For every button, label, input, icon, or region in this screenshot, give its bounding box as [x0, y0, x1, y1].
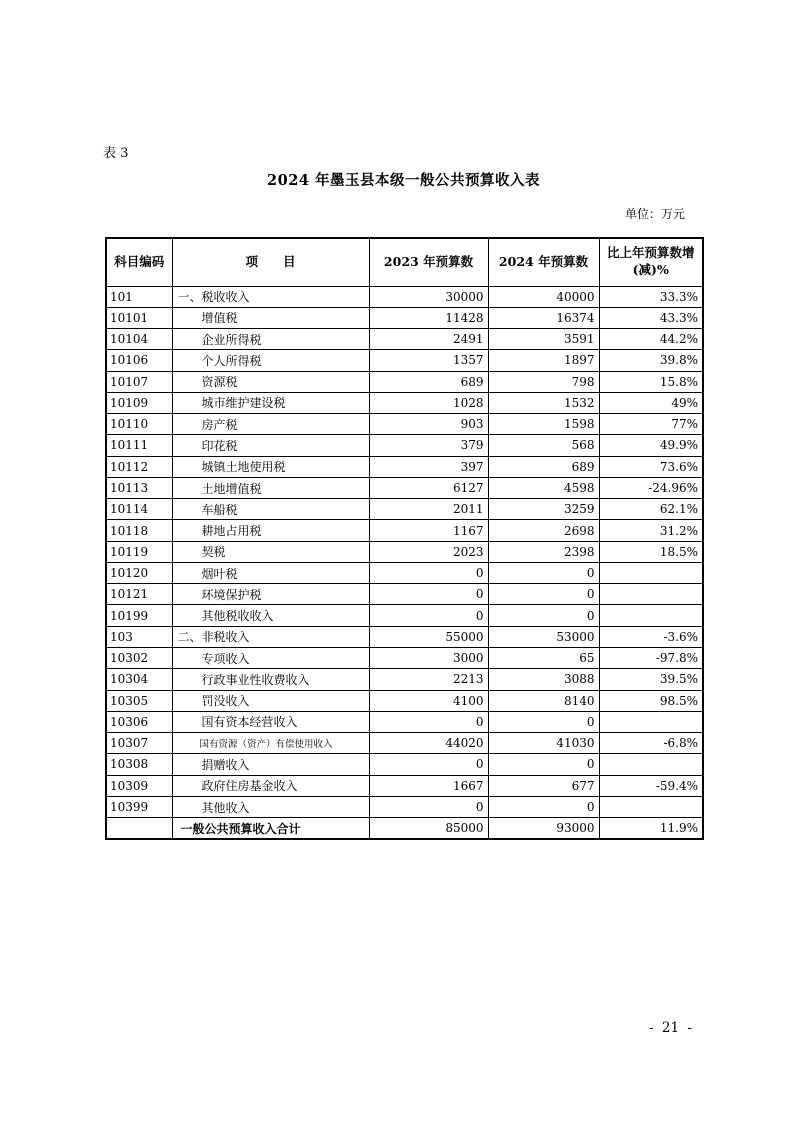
cell-item-name: 政府住房基金收入 — [172, 775, 369, 796]
cell-2023-value: 11428 — [369, 307, 488, 328]
table-row — [106, 775, 703, 796]
cell-pct-change: 49% — [599, 392, 703, 413]
cell-2023-value: 0 — [369, 605, 488, 626]
cell-item-name: 城市维护建设税 — [172, 392, 369, 413]
cell-pct-change: -24.96% — [599, 477, 703, 498]
unit-note: 单位：万元 — [624, 207, 685, 221]
cell-2024-value: 677 — [488, 775, 599, 796]
cell-2023-value: 689 — [369, 371, 488, 392]
cell-item-name: 国有资本经营收入 — [172, 711, 369, 732]
header-item: 项 目 — [172, 238, 369, 286]
cell-2024-value: 53000 — [488, 626, 599, 647]
cell-item-name: 耕地占用税 — [172, 520, 369, 541]
cell-pct-change: -3.6% — [599, 626, 703, 647]
cell-pct-change: 15.8% — [599, 371, 703, 392]
cell-2023-value: 3000 — [369, 648, 488, 669]
table-row — [106, 754, 703, 775]
table-row — [106, 584, 703, 605]
cell-2023-value: 397 — [369, 456, 488, 477]
cell-subject-code: 10112 — [106, 456, 172, 477]
cell-item-name: 罚没收入 — [172, 690, 369, 711]
cell-pct-change: 39.8% — [599, 350, 703, 371]
cell-pct-change: 11.9% — [599, 818, 703, 839]
table-row — [106, 286, 703, 307]
cell-item-name: 契税 — [172, 541, 369, 562]
cell-item-name: 环境保护税 — [172, 584, 369, 605]
cell-subject-code: 101 — [106, 286, 172, 307]
cell-item-name: 国有资源（资产）有偿使用收入 — [172, 733, 369, 754]
cell-2024-value: 0 — [488, 711, 599, 732]
cell-subject-code: 10120 — [106, 562, 172, 583]
cell-2023-value: 55000 — [369, 626, 488, 647]
cell-2023-value: 6127 — [369, 477, 488, 498]
cell-2024-value: 65 — [488, 648, 599, 669]
cell-2024-value: 40000 — [488, 286, 599, 307]
cell-2024-value: 0 — [488, 754, 599, 775]
cell-2023-value: 2011 — [369, 499, 488, 520]
cell-2024-value: 3259 — [488, 499, 599, 520]
cell-subject-code: 10307 — [106, 733, 172, 754]
cell-2023-value: 85000 — [369, 818, 488, 839]
cell-subject-code: 10305 — [106, 690, 172, 711]
cell-2023-value: 0 — [369, 562, 488, 583]
cell-item-name: 一、税收收入 — [172, 286, 369, 307]
cell-item-name: 烟叶税 — [172, 562, 369, 583]
cell-subject-code: 103 — [106, 626, 172, 647]
cell-2024-value: 568 — [488, 435, 599, 456]
cell-item-name: 二、非税收入 — [172, 626, 369, 647]
cell-2023-value: 0 — [369, 711, 488, 732]
cell-pct-change — [599, 796, 703, 817]
cell-subject-code: 10118 — [106, 520, 172, 541]
cell-subject-code: 10114 — [106, 499, 172, 520]
budget-revenue-table — [105, 237, 704, 840]
cell-2024-value: 3088 — [488, 669, 599, 690]
table-row — [106, 796, 703, 817]
cell-pct-change — [599, 754, 703, 775]
cell-pct-change: 49.9% — [599, 435, 703, 456]
cell-2024-value: 1598 — [488, 414, 599, 435]
cell-pct-change: 62.1% — [599, 499, 703, 520]
cell-subject-code: 10302 — [106, 648, 172, 669]
table-row — [106, 371, 703, 392]
cell-subject-code: 10106 — [106, 350, 172, 371]
cell-pct-change — [599, 584, 703, 605]
table-row — [106, 456, 703, 477]
cell-pct-change: -59.4% — [599, 775, 703, 796]
cell-pct-change: 43.3% — [599, 307, 703, 328]
cell-pct-change: 77% — [599, 414, 703, 435]
cell-subject-code: 10107 — [106, 371, 172, 392]
cell-pct-change: 44.2% — [599, 329, 703, 350]
header-pct-change: 比上年预算数增(减)% — [599, 238, 703, 286]
cell-2023-value: 30000 — [369, 286, 488, 307]
cell-item-name: 印花税 — [172, 435, 369, 456]
table-row — [106, 733, 703, 754]
cell-2024-value: 93000 — [488, 818, 599, 839]
cell-2023-value: 903 — [369, 414, 488, 435]
cell-pct-change: 33.3% — [599, 286, 703, 307]
header-2024-budget: 2024 年预算数 — [488, 238, 599, 286]
table-row — [106, 541, 703, 562]
cell-item-name: 其他税收收入 — [172, 605, 369, 626]
table-row — [106, 307, 703, 328]
table-row — [106, 520, 703, 541]
cell-item-name: 城镇土地使用税 — [172, 456, 369, 477]
cell-item-name: 一般公共预算收入合计 — [172, 818, 369, 839]
cell-2023-value: 379 — [369, 435, 488, 456]
table-row — [106, 648, 703, 669]
cell-2023-value: 1167 — [369, 520, 488, 541]
cell-subject-code: 10121 — [106, 584, 172, 605]
cell-subject-code: 10101 — [106, 307, 172, 328]
cell-2024-value: 3591 — [488, 329, 599, 350]
table-row — [106, 605, 703, 626]
table-row — [106, 350, 703, 371]
table-row — [106, 818, 703, 839]
table-row — [106, 499, 703, 520]
cell-subject-code: 10111 — [106, 435, 172, 456]
table-header-row — [106, 238, 703, 286]
table-number-label: 表 3 — [103, 146, 129, 161]
cell-pct-change: -6.8% — [599, 733, 703, 754]
cell-2024-value: 2698 — [488, 520, 599, 541]
table-row — [106, 329, 703, 350]
cell-pct-change: 18.5% — [599, 541, 703, 562]
cell-subject-code: 10309 — [106, 775, 172, 796]
cell-subject-code: 10304 — [106, 669, 172, 690]
cell-2023-value: 1357 — [369, 350, 488, 371]
cell-pct-change: 73.6% — [599, 456, 703, 477]
cell-2023-value: 2023 — [369, 541, 488, 562]
cell-item-name: 土地增值税 — [172, 477, 369, 498]
cell-item-name: 个人所得税 — [172, 350, 369, 371]
table-row — [106, 690, 703, 711]
table-row — [106, 669, 703, 690]
cell-2023-value: 0 — [369, 584, 488, 605]
cell-2023-value: 0 — [369, 754, 488, 775]
cell-subject-code: 10113 — [106, 477, 172, 498]
page-title: 2024 年墨玉县本级一般公共预算收入表 — [267, 172, 540, 189]
table-row — [106, 392, 703, 413]
cell-subject-code: 10110 — [106, 414, 172, 435]
cell-subject-code: 10306 — [106, 711, 172, 732]
page-number: - 21 - — [649, 1020, 692, 1036]
table-row — [106, 477, 703, 498]
cell-2023-value: 2491 — [369, 329, 488, 350]
cell-2024-value: 41030 — [488, 733, 599, 754]
cell-subject-code: 10199 — [106, 605, 172, 626]
cell-item-name: 房产税 — [172, 414, 369, 435]
cell-pct-change: 39.5% — [599, 669, 703, 690]
cell-item-name: 行政事业性收费收入 — [172, 669, 369, 690]
cell-subject-code: 10399 — [106, 796, 172, 817]
cell-pct-change: 31.2% — [599, 520, 703, 541]
cell-item-name: 资源税 — [172, 371, 369, 392]
cell-2023-value: 1028 — [369, 392, 488, 413]
cell-subject-code: 10308 — [106, 754, 172, 775]
table-row — [106, 711, 703, 732]
cell-2024-value: 0 — [488, 584, 599, 605]
cell-item-name: 车船税 — [172, 499, 369, 520]
cell-pct-change: 98.5% — [599, 690, 703, 711]
cell-pct-change — [599, 711, 703, 732]
table-row — [106, 626, 703, 647]
cell-subject-code — [106, 818, 172, 839]
cell-item-name: 专项收入 — [172, 648, 369, 669]
cell-2024-value: 16374 — [488, 307, 599, 328]
cell-pct-change — [599, 562, 703, 583]
cell-2024-value: 0 — [488, 796, 599, 817]
cell-2024-value: 798 — [488, 371, 599, 392]
header-2023-budget: 2023 年预算数 — [369, 238, 488, 286]
cell-2023-value: 0 — [369, 796, 488, 817]
cell-2024-value: 689 — [488, 456, 599, 477]
cell-item-name: 企业所得税 — [172, 329, 369, 350]
table-row — [106, 435, 703, 456]
cell-2023-value: 4100 — [369, 690, 488, 711]
cell-2024-value: 8140 — [488, 690, 599, 711]
table-row — [106, 562, 703, 583]
cell-pct-change — [599, 605, 703, 626]
header-subject-code: 科目编码 — [106, 238, 172, 286]
cell-2024-value: 1532 — [488, 392, 599, 413]
cell-2024-value: 0 — [488, 605, 599, 626]
cell-2024-value: 0 — [488, 562, 599, 583]
cell-pct-change: -97.8% — [599, 648, 703, 669]
cell-2023-value: 1667 — [369, 775, 488, 796]
cell-2024-value: 1897 — [488, 350, 599, 371]
cell-2023-value: 44020 — [369, 733, 488, 754]
cell-subject-code: 10109 — [106, 392, 172, 413]
cell-item-name: 其他收入 — [172, 796, 369, 817]
cell-2024-value: 2398 — [488, 541, 599, 562]
cell-subject-code: 10119 — [106, 541, 172, 562]
cell-item-name: 捐赠收入 — [172, 754, 369, 775]
cell-subject-code: 10104 — [106, 329, 172, 350]
cell-item-name: 增值税 — [172, 307, 369, 328]
table-row — [106, 414, 703, 435]
cell-2024-value: 4598 — [488, 477, 599, 498]
cell-2023-value: 2213 — [369, 669, 488, 690]
